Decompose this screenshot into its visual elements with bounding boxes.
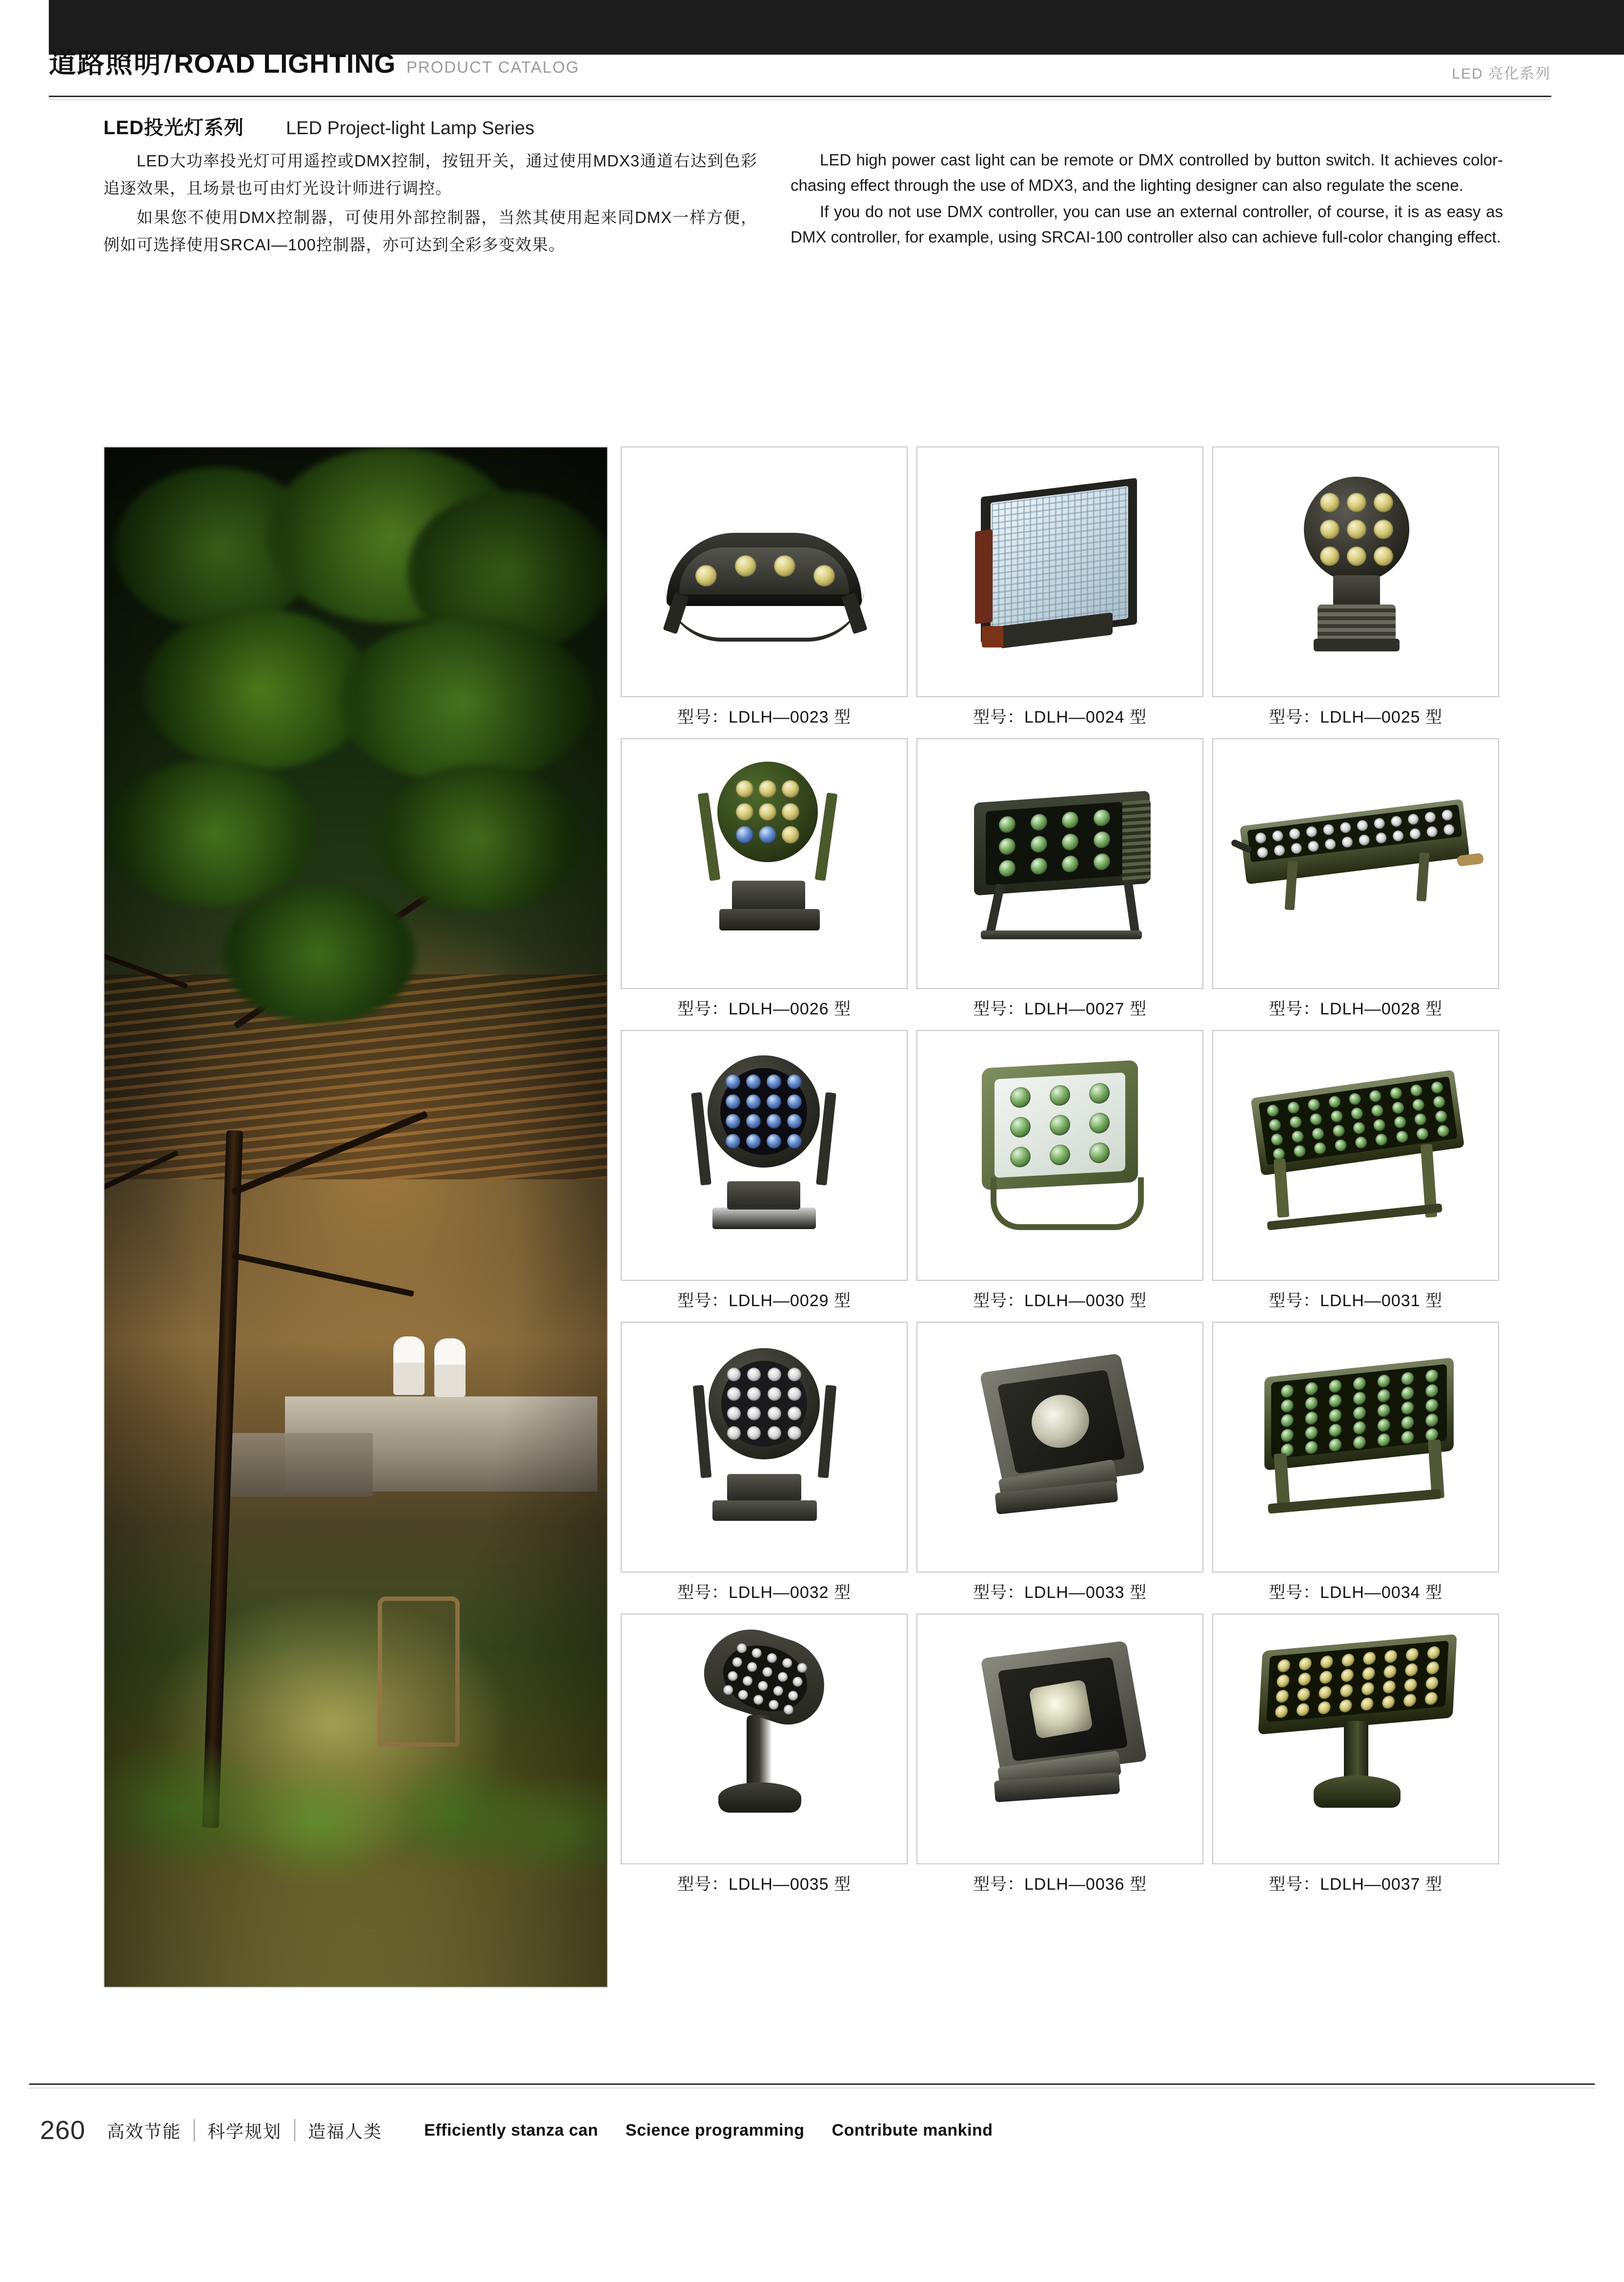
product-image-frame bbox=[1212, 1030, 1499, 1281]
product-image-frame bbox=[916, 446, 1203, 697]
header-white-wedge bbox=[0, 0, 49, 55]
product-image-frame bbox=[916, 738, 1203, 989]
product-cell[interactable] bbox=[1212, 446, 1499, 729]
lamp-art-round-18led-blue bbox=[622, 1031, 907, 1280]
product-image-frame bbox=[621, 1322, 908, 1573]
lamp-art-square-9led-green bbox=[917, 1031, 1202, 1280]
product-cell[interactable] bbox=[916, 1322, 1203, 1605]
footer-slogan-cn-2: 科学规划 bbox=[207, 2121, 282, 2141]
product-caption: 型号：LDLH—0029 型 bbox=[677, 1292, 851, 1310]
product-grid bbox=[621, 446, 1499, 1905]
product-caption: 型号：LDLH—0031 型 bbox=[1268, 1292, 1442, 1310]
lamp-art-wallwasher-bar bbox=[1213, 739, 1498, 988]
lamp-art-rect-12led bbox=[917, 739, 1202, 988]
footer-slogan-en-1: Efficiently stanza can bbox=[424, 2120, 598, 2140]
footer-slogan-cn-1: 高效节能 bbox=[107, 2121, 182, 2141]
footer-slogan-en-2: Science programming bbox=[625, 2120, 805, 2140]
led-dot bbox=[774, 555, 795, 577]
product-cell[interactable] bbox=[621, 1322, 908, 1605]
footer-rule-thick bbox=[29, 2083, 1595, 2085]
footer-slogan-cn-3: 造福人类 bbox=[308, 2121, 383, 2141]
product-caption: 型号：LDLH—0023 型 bbox=[677, 708, 851, 727]
lamp-art-round-9led bbox=[1213, 447, 1498, 696]
intro-heading bbox=[103, 112, 534, 140]
product-row bbox=[621, 446, 1499, 729]
header-title-slash: / bbox=[164, 43, 173, 80]
product-caption: 型号：LDLH—0028 型 bbox=[1268, 1000, 1442, 1018]
page-footer bbox=[0, 2083, 1624, 2201]
product-image-frame bbox=[1212, 738, 1499, 989]
product-cell[interactable] bbox=[916, 1030, 1203, 1313]
product-image-frame bbox=[916, 1030, 1203, 1281]
lamp-art-spike-spot bbox=[622, 1615, 907, 1863]
product-cell[interactable] bbox=[916, 738, 1203, 1021]
product-caption: 型号：LDLH—0030 型 bbox=[973, 1292, 1147, 1310]
product-cell[interactable] bbox=[621, 738, 908, 1021]
led-dot bbox=[695, 565, 717, 586]
product-cell[interactable] bbox=[916, 1614, 1203, 1897]
intro-heading-cn: LED投光灯系列 bbox=[103, 117, 244, 139]
lamp-art-cob-flood-angled bbox=[917, 1323, 1202, 1572]
lamp-art-panel-flood bbox=[917, 447, 1202, 696]
main-content bbox=[0, 437, 1624, 2037]
footer-content bbox=[40, 2115, 1015, 2145]
product-cell[interactable] bbox=[621, 1614, 908, 1897]
header-series-label: LED 亮化系列 bbox=[1452, 66, 1551, 82]
product-cell[interactable] bbox=[916, 446, 1203, 729]
intro-paragraph-cn-2: 如果您不使用DMX控制器，可使用外部控制器，当然其使用起来同DMX一样方便，例如可选择使用SRCAI—100控制器，亦可达到全彩多变效果。 bbox=[103, 208, 757, 254]
product-caption: 型号：LDLH—0033 型 bbox=[973, 1583, 1147, 1602]
intro-column-en bbox=[791, 147, 1503, 251]
product-image-frame bbox=[916, 1614, 1203, 1864]
product-cell[interactable] bbox=[1212, 738, 1499, 1021]
product-cell[interactable] bbox=[1212, 1322, 1499, 1605]
product-cell[interactable] bbox=[621, 1030, 908, 1313]
header-rule-thick bbox=[49, 96, 1551, 97]
product-image-frame bbox=[1212, 1322, 1499, 1573]
photo-vignette bbox=[104, 447, 607, 1987]
led-dot bbox=[813, 565, 835, 586]
product-caption: 型号：LDLH—0026 型 bbox=[677, 1000, 851, 1018]
product-image-frame bbox=[916, 1322, 1203, 1573]
lamp-art-round-white-spot bbox=[622, 1323, 907, 1572]
product-caption: 型号：LDLH—0036 型 bbox=[973, 1875, 1147, 1894]
product-caption: 型号：LDLH—0037 型 bbox=[1268, 1875, 1442, 1894]
header-title-group bbox=[49, 42, 579, 81]
led-dot bbox=[735, 555, 756, 577]
product-cell[interactable] bbox=[1212, 1030, 1499, 1313]
product-caption: 型号：LDLH—0027 型 bbox=[973, 1000, 1147, 1018]
intro-paragraph-cn-1: LED大功率投光灯可用遥控或DMX控制，按钮开关，通过使用MDX3通道右达到色彩追逐效果，且场景也可由灯光设计师进行调控。 bbox=[103, 152, 757, 197]
product-image-frame bbox=[621, 1614, 908, 1864]
product-row bbox=[621, 738, 1499, 1021]
intro-paragraph-en-2: If you do not use DMX controller, you can use an external controller, of course, it is as easy as DMX controller, for example, using SRCAI-100 controller also can achieve full-color changing effect. bbox=[791, 202, 1503, 246]
lamp-art-cob-flood bbox=[917, 1615, 1202, 1863]
product-image-frame bbox=[1212, 1614, 1499, 1864]
product-caption: 型号：LDLH—0035 型 bbox=[677, 1875, 851, 1894]
product-image-frame bbox=[621, 1030, 908, 1281]
product-caption: 型号：LDLH—0034 型 bbox=[1268, 1583, 1442, 1602]
product-image-frame bbox=[621, 738, 908, 989]
lamp-art-rect-36led bbox=[1213, 1031, 1498, 1280]
product-cell[interactable] bbox=[621, 446, 908, 729]
lamp-art-rect-35led-green bbox=[1213, 1323, 1498, 1572]
product-image-frame bbox=[621, 446, 908, 697]
intro-column-cn bbox=[103, 147, 757, 261]
header-subtitle-en: PRODUCT CATALOG bbox=[406, 58, 580, 76]
product-caption: 型号：LDLH—0032 型 bbox=[677, 1583, 851, 1602]
product-caption: 型号：LDLH—0025 型 bbox=[1268, 708, 1442, 727]
landscape-lighting-photo bbox=[103, 446, 608, 1988]
intro-heading-en: LED Project-light Lamp Series bbox=[286, 118, 534, 139]
header-title-cn: 道路照明 bbox=[49, 48, 162, 79]
footer-slogan-en-3: Contribute mankind bbox=[832, 2120, 993, 2140]
footer-slogan-en bbox=[424, 2121, 1015, 2140]
header-title-en: ROAD LIGHTING bbox=[174, 48, 396, 79]
intro-paragraph-en-1: LED high power cast light can be remote or DMX controlled by button switch. It achieves color-chasing effect through the use of MDX3, and the lighting designer can also regulate the scene. bbox=[791, 151, 1503, 194]
product-caption: 型号：LDLH—0024 型 bbox=[973, 708, 1147, 727]
lamp-art-arc-bar bbox=[622, 447, 907, 696]
page-header bbox=[0, 0, 1624, 105]
product-row bbox=[621, 1614, 1499, 1897]
lamp-art-round-7led-amber bbox=[622, 739, 907, 988]
product-row bbox=[621, 1322, 1499, 1605]
product-image-frame bbox=[1212, 446, 1499, 697]
page-number: 260 bbox=[40, 2116, 86, 2145]
lamp-art-pole-36led bbox=[1213, 1615, 1498, 1863]
product-row bbox=[621, 1030, 1499, 1313]
product-cell[interactable] bbox=[1212, 1614, 1499, 1897]
